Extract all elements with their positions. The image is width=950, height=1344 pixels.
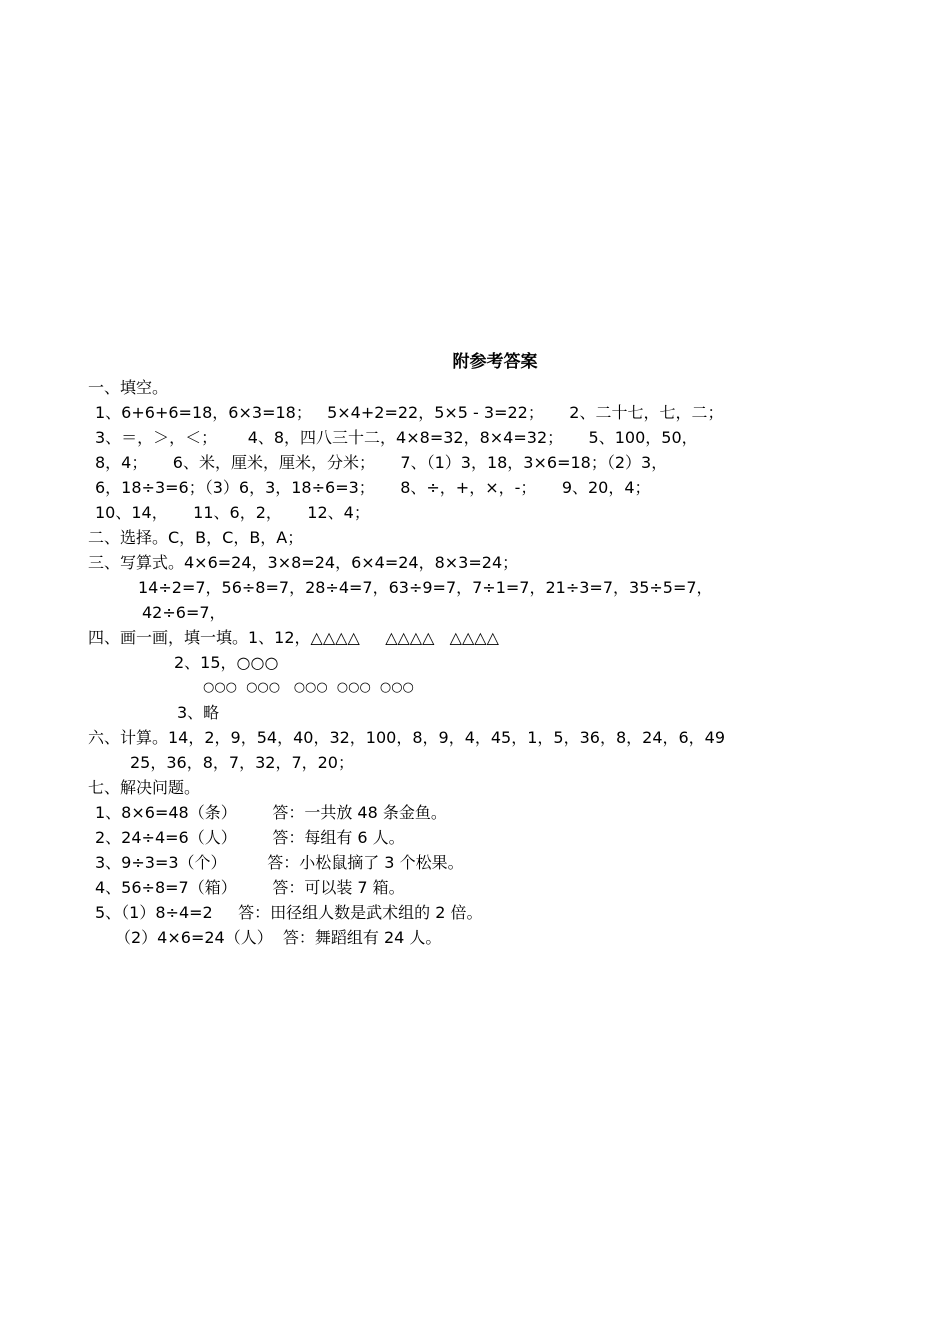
problem-answer-3: 3、9÷3=3（个） 答：小松鼠摘了 3 个松果。	[95, 853, 464, 872]
page-title: 附参考答案	[452, 352, 538, 372]
fill-blank-line-2: 3、＝，＞，＜； 4、8，四八三十二，4×8=32，8×4=32； 5、100，50，	[95, 428, 698, 447]
problem-answer-1: 1、8×6=48（条） 答：一共放 48 条金鱼。	[95, 803, 447, 822]
fill-blank-line-4: 6，18÷3=6；（3）6，3，18÷6=3； 8、÷，+，×，-； 9、20，4；	[95, 478, 651, 497]
section-write-equation-line: 三、写算式。4×6=24，3×8=24，6×4=24，8×3=24；	[88, 553, 519, 572]
fill-blank-line-3: 8，4； 6、米，厘米，厘米，分米； 7、（1）3，18，3×6=18；（2）3，	[95, 453, 668, 472]
problem-answer-5-part-2: （2）4×6=24（人） 答：舞蹈组有 24 人。	[115, 928, 442, 947]
draw-fill-line-2: 2、15，○○○	[174, 653, 279, 672]
calculate-line-2: 25，36，8，7，32，7，20；	[130, 753, 354, 772]
draw-fill-line-3: 3、略	[177, 703, 220, 722]
fill-blank-line-5: 10、14， 11、6，2， 12、4；	[95, 503, 370, 522]
write-equation-line-3: 42÷6=7，	[142, 603, 226, 622]
section-draw-fill-line: 四、画一画，填一填。1、12，△△△△ △△△△ △△△△	[88, 628, 499, 647]
section-choice-line: 二、选择。C，B，C，B，A；	[88, 528, 304, 547]
problem-answer-4: 4、56÷8=7（箱） 答：可以装 7 箱。	[95, 878, 405, 897]
write-equation-line-2: 14÷2=7，56÷8=7，28÷4=7，63÷9=7，7÷1=7，21÷3=7，35÷5=7，	[138, 578, 713, 597]
problem-answer-2: 2、24÷4=6（人） 答：每组有 6 人。	[95, 828, 405, 847]
section-calculate-line: 六、计算。14，2，9，54，40，32，100，8，9，4，45，1，5，36，8，24，6，49	[88, 728, 726, 747]
section-problem-solving-heading: 七、解决问题。	[88, 778, 201, 797]
problem-answer-5-part-1: 5、（1）8÷4=2 答：田径组人数是武术组的 2 倍。	[95, 903, 483, 922]
fill-blank-line-1: 1、6+6+6=18，6×3=18； 5×4+2=22，5×5 - 3=22； 2、二十七，七，二；	[95, 403, 724, 422]
draw-fill-circles-line: ○○○ ○○○ ○○○ ○○○ ○○○	[203, 680, 414, 695]
section-fill-blank-heading: 一、填空。	[88, 378, 169, 397]
